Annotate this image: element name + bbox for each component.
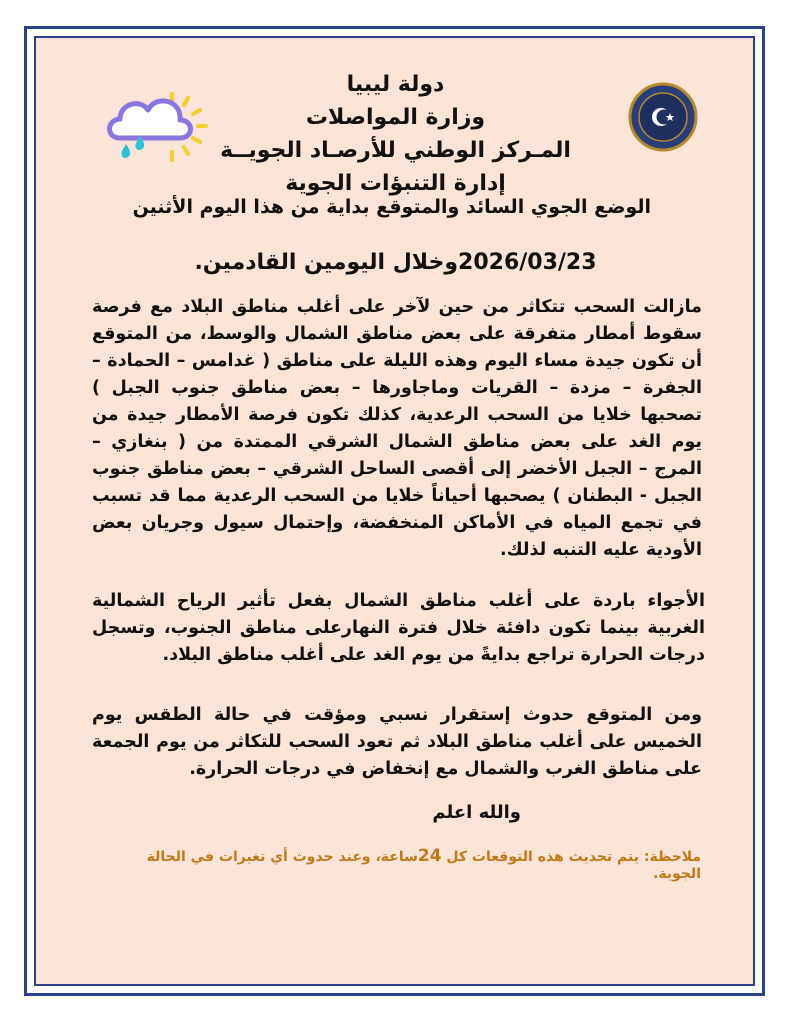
department-name: إدارة التنبؤات الجوية [285, 171, 506, 196]
note-hours: 24 [417, 846, 442, 866]
note-text-2: ساعة، وعند حدوث أي تغيرات في الحالة الجوية. [146, 849, 701, 882]
forecast-paragraph-1: مازالت السحب تتكاثر من حين لآخر على أغلب مناطق البلاد مع فرصة سقوط أمطار متفرقة على بعض مناطق الشمال والوسط، من المتوقع أن تكون جيدة مساء اليوم وهذه الليلة على مناطق ( غدامس – الحمادة – الجفرة – مزدة – القريات وماجاورها – بعض مناطق جنوب الجبل ) تصحبها خلايا من السحب الرعدية، كذلك تكون فرصة الأمطار جيدة من يوم الغد على بعض مناطق الشمال الشرقي الممتدة من ( بنغازي – المرج – الجبل الأخضر إلى أقصى الساحل الشرقي – بعض مناطق جنوب الجبل - البطنان ) يصحبها أحياناً خلايا من السحب الرعدية مما قد تسبب في تجمع المياه في الأماكن المنخفضة، وإحتمال سيول وجريان بعض الأودية عليه التنبه لذلك. [92, 297, 702, 560]
center-name: المـركز الوطني للأرصـاد الجويــة [220, 138, 571, 163]
report-date: 2026/03/23وخلال اليومين القادمين. [194, 250, 597, 275]
forecast-paragraph-2: الأجواء باردة على أغلب مناطق الشمال بفعل تأثير الرياح الشمالية الغربية بينما تكون دافئة خلال فترة النهارعلى مناطق الجنوب، وتسجل درجات الحرارة تراجع بدايةً من يوم الغد على أغلب مناطق البلاد. [92, 591, 705, 665]
forecast-paragraph-3: ومن المتوقع حدوث إستقرار نسبي ومؤقت في حالة الطقس يوم الخميس على أغلب مناطق البلاد ثم تعود السحب للتكاثر من يوم الجمعة على مناطق الغرب والشمال مع إنخفاض في درجات الحرارة. [92, 705, 702, 779]
closing-phrase: والله اعلم [432, 802, 521, 823]
header [0, 68, 791, 200]
update-note [101, 846, 701, 882]
ministry-name: وزارة المواصلات [305, 105, 486, 130]
note-text-1: ملاحظة: يتم تحديث هذه التوقعات كل [446, 849, 701, 865]
report-title: الوضع الجوي السائد والمتوقع بداية من هذا اليوم الأثنين [132, 196, 651, 218]
country-name: دولة ليبيا [346, 72, 445, 97]
